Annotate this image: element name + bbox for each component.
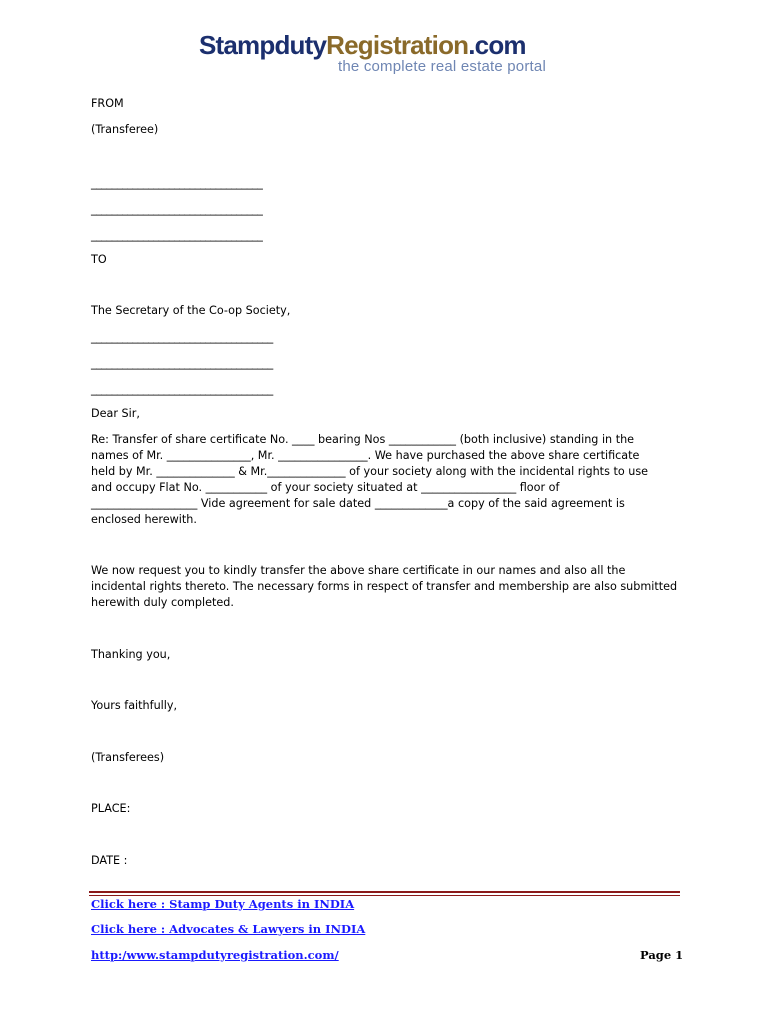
logo-tagline: the complete real estate portal	[338, 58, 546, 75]
logo-part-stampduty: Stampduty	[199, 30, 327, 60]
transferees-label: (Transferees)	[91, 751, 165, 764]
re-line: names of Mr. _______________, Mr. ________________. We have purchased the above share certificate	[91, 449, 640, 462]
re-line: Re: Transfer of share certificate No. ____ bearing Nos ____________ (both inclusive) standing in the	[91, 433, 635, 446]
request-paragraph	[91, 563, 691, 611]
to-address-blank-1: ___________________________________	[91, 331, 273, 344]
re-line: enclosed herewith.	[91, 513, 197, 526]
request-line: We now request you to kindly transfer the above share certificate in our names and also all the	[91, 564, 626, 577]
re-line: held by Mr. ______________ & Mr.______________ of your society along with the incidental rights to use	[91, 465, 649, 478]
logo-wordmark	[199, 30, 526, 60]
closing-line: Yours faithfully,	[91, 699, 178, 712]
footer-rule-thin	[89, 895, 680, 896]
salutation: Dear Sir,	[91, 407, 140, 420]
transferee-label: (Transferee)	[91, 123, 159, 136]
thanking-line: Thanking you,	[91, 648, 171, 661]
from-address-blank-2: _________________________________	[91, 203, 263, 216]
re-line: and occupy Flat No. ___________ of your society situated at _________________ floor of	[91, 481, 560, 494]
logo-part-com: .com	[468, 30, 526, 60]
request-line: herewith duly completed.	[91, 596, 234, 609]
re-paragraph	[91, 432, 691, 528]
from-address-blank-3: _________________________________	[91, 229, 263, 242]
link-stamp-duty-agents[interactable]: Click here : Stamp Duty Agents in INDIA	[91, 897, 355, 911]
from-heading: FROM	[91, 97, 124, 110]
to-address-blank-3: ___________________________________	[91, 383, 273, 396]
secretary-line: The Secretary of the Co-op Society,	[91, 304, 291, 317]
from-address-blank-1: _________________________________	[91, 177, 263, 190]
page-number: Page 1	[640, 948, 684, 962]
logo-part-registration: Registration	[326, 30, 469, 60]
to-address-blank-2: ___________________________________	[91, 357, 273, 370]
link-advocates-lawyers[interactable]: Click here : Advocates & Lawyers in INDIA	[91, 922, 366, 936]
date-label: DATE :	[91, 854, 128, 867]
to-heading: TO	[91, 253, 107, 266]
place-label: PLACE:	[91, 802, 131, 815]
link-website[interactable]: http:/www.stampdutyregistration.com/	[91, 948, 339, 962]
re-line: ___________________ Vide agreement for sale dated _____________a copy of the said agreement is	[91, 497, 625, 510]
site-logo	[199, 30, 559, 78]
footer-rule	[89, 891, 680, 893]
request-line: incidental rights thereto. The necessary forms in respect of transfer and membership are also submitted	[91, 580, 678, 593]
